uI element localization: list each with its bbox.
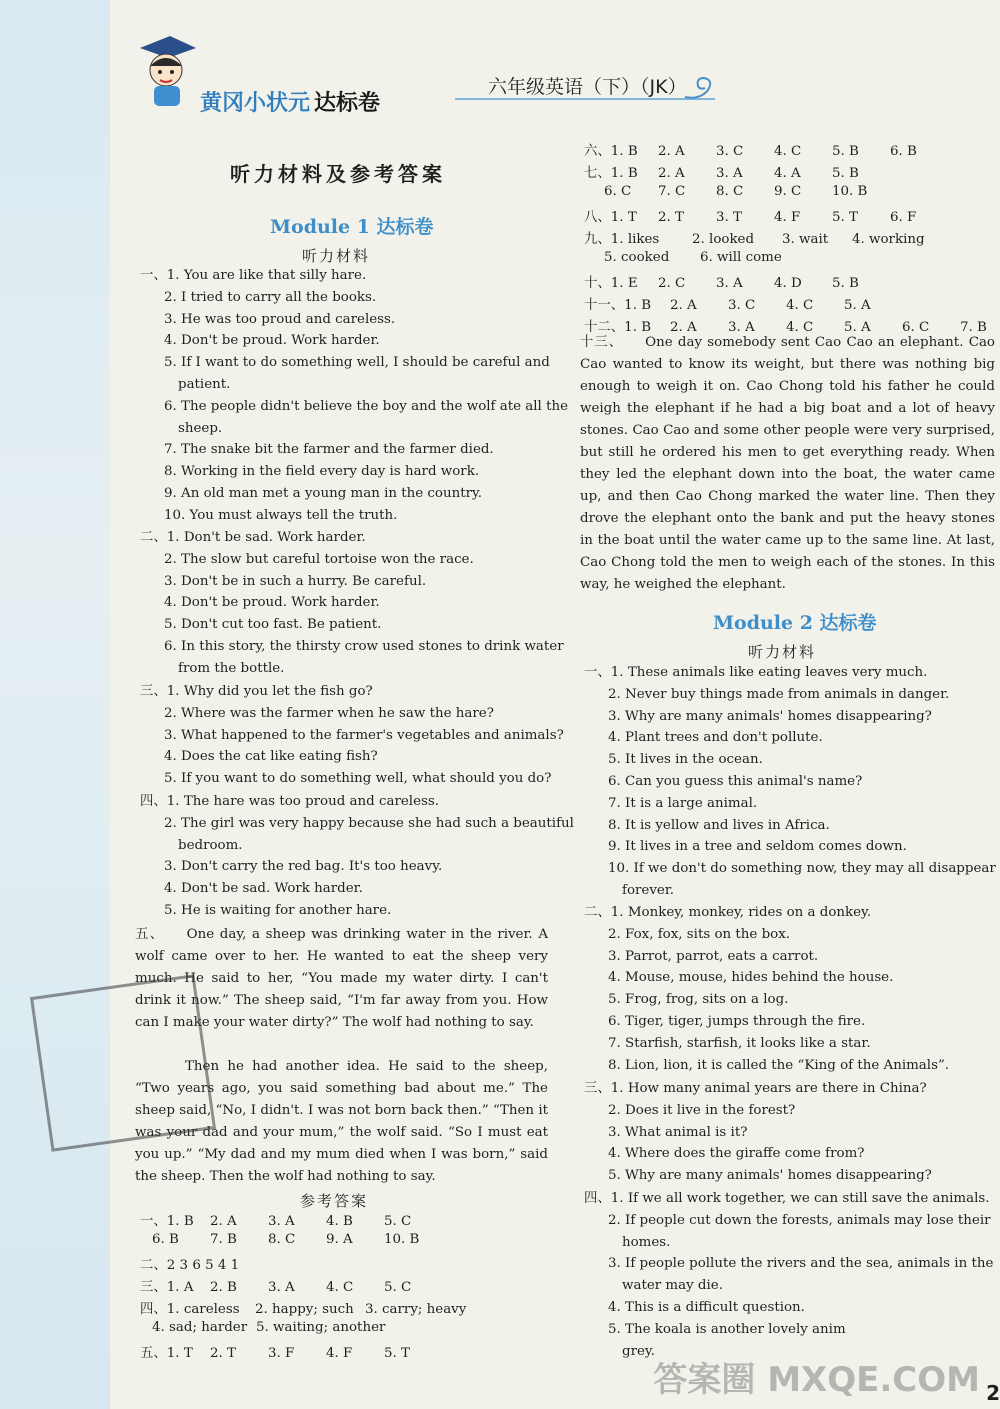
text-line: 一、1. These animals like eating leaves very much. bbox=[584, 665, 928, 680]
module2-listening-title: 听力材料 bbox=[748, 643, 817, 661]
page-title: 听力材料及参考答案 bbox=[230, 162, 446, 186]
answer-cell: 三、1. A bbox=[140, 1280, 194, 1295]
text-line: 7. The snake bit the farmer and the farmer died. bbox=[164, 442, 494, 458]
answer-row bbox=[584, 272, 890, 291]
answer-row bbox=[584, 316, 1000, 335]
answer-row bbox=[152, 1232, 442, 1247]
text-line: 4. Mouse, mouse, hides behind the house. bbox=[608, 970, 894, 986]
text-line: 3. Why are many animals' homes disappearing? bbox=[608, 708, 932, 724]
answer-cell: 2. looked bbox=[692, 232, 755, 247]
text-line: 5. Why are many animals' homes disappearing? bbox=[608, 1168, 932, 1184]
section-label: 十三、 bbox=[580, 335, 624, 350]
module1-section13 bbox=[580, 332, 995, 596]
text-line: 9. It lives in a tree and seldom comes down. bbox=[608, 839, 907, 855]
answer-cell: 3. C bbox=[716, 144, 744, 159]
brand-logo bbox=[200, 86, 380, 117]
answer-cell: 5. waiting; another bbox=[256, 1320, 386, 1335]
answer-cell: 6. B bbox=[152, 1232, 179, 1247]
answer-cell: 4. A bbox=[774, 166, 801, 181]
answer-row bbox=[584, 294, 902, 313]
answer-cell: 2. C bbox=[658, 276, 686, 291]
answer-cell: 4. sad; harder bbox=[152, 1320, 248, 1335]
answer-cell: 5. C bbox=[384, 1280, 412, 1295]
answer-cell: 6. will come bbox=[700, 250, 782, 265]
text-line: bedroom. bbox=[178, 837, 243, 853]
mascot-icon bbox=[130, 30, 200, 110]
answer-cell: 5. B bbox=[832, 144, 859, 159]
answer-cell: 十一、1. B bbox=[584, 298, 652, 313]
text-line: 5. Frog, frog, sits on a log. bbox=[608, 992, 789, 1008]
answer-cell: 4. C bbox=[774, 144, 802, 159]
text-line: 7. Starfish, starfish, it looks like a star. bbox=[608, 1035, 871, 1051]
text-line: 4. Does the cat like eating fish? bbox=[164, 749, 378, 765]
answer-cell: 3. carry; heavy bbox=[365, 1302, 467, 1317]
text-line: 二、1. Don't be sad. Work harder. bbox=[140, 530, 366, 545]
text-line: 9. An old man met a young man in the country. bbox=[164, 486, 483, 501]
text-line: 8. It is yellow and lives in Africa. bbox=[608, 817, 830, 833]
module2-title: Module 2 达标卷 bbox=[713, 612, 877, 634]
answer-cell: 2. T bbox=[658, 210, 684, 225]
answer-cell: 6. B bbox=[890, 144, 917, 159]
answer-cell: 3. T bbox=[716, 210, 742, 225]
text-line: 4. Don't be proud. Work harder. bbox=[164, 595, 380, 611]
text-line: 2. Fox, fox, sits on the box. bbox=[608, 926, 791, 942]
answer-cell: 十、1. E bbox=[584, 276, 638, 291]
story-paragraph-1: One day, a sheep was drinking water in the river. A wolf came over to her. He wanted to eat the sheep very much. He said to her, “You made my water dirty. I can't drink it now.” The sheep said, “I'm far away from you. How can I make your water dirty?” The wolf had nothing to say. bbox=[135, 927, 549, 1030]
text-line: forever. bbox=[622, 883, 675, 898]
module1-listening-title: 听力材料 bbox=[302, 247, 371, 265]
answer-cell: 2. T bbox=[210, 1346, 236, 1361]
text-line: 4. Don't be sad. Work harder. bbox=[164, 881, 363, 897]
text-line: 10. If we don't do something now, they may all disappear bbox=[608, 861, 996, 877]
header-divider bbox=[455, 98, 715, 100]
answer-cell: 3. A bbox=[268, 1280, 295, 1295]
text-line: 5. If you want to do something well, what should you do? bbox=[164, 771, 552, 787]
answer-cell: 六、1. B bbox=[584, 144, 638, 159]
text-line: 6. Tiger, tiger, jumps through the fire. bbox=[608, 1014, 866, 1029]
text-line: 2. Does it live in the forest? bbox=[608, 1102, 796, 1118]
answer-cell: 6. C bbox=[604, 184, 632, 199]
answer-cell: 7. B bbox=[960, 320, 987, 335]
answer-cell: 九、1. likes bbox=[584, 232, 660, 247]
answer-row bbox=[152, 1320, 396, 1335]
answer-cell: 2. A bbox=[670, 320, 697, 335]
answer-cell: 5. T bbox=[384, 1346, 410, 1361]
answer-cell: 5. A bbox=[844, 298, 871, 313]
answer-cell: 4. D bbox=[774, 276, 802, 291]
text-line: sheep. bbox=[178, 420, 223, 436]
text-line: 5. The koala is another lovely anim bbox=[608, 1321, 846, 1337]
text-line: 3. Don't carry the red bag. It's too heavy. bbox=[164, 859, 443, 875]
answer-cell: 4. F bbox=[326, 1346, 353, 1361]
answer-cell: 2. A bbox=[670, 298, 697, 313]
answer-cell: 5. B bbox=[832, 276, 859, 291]
answer-cell: 3. A bbox=[716, 166, 743, 181]
module1-answers-title: 参考答案 bbox=[300, 1192, 369, 1210]
answer-cell: 9. C bbox=[774, 184, 802, 199]
story-paragraph: One day somebody sent Cao Cao an elephant. Cao Cao wanted to know its weight, but there was nothing big enough to weigh it on. Cao Chong told his father he could weigh the elephant if he had a big boat and a lot of heavy stones. Cao Cao and some other people were very surprised, but still he ordered his men to get everything ready. When they led the elephant down into the boat, the water came up, and then Cao Chong marked the water line. Then they drove the elephant onto the bank and put the heavy stones in the boat until the water came up to the same line. At last, Cao Chong told the men to weigh each of the stones. In this way, he weighed the elephant. bbox=[580, 335, 995, 592]
answer-cell: 4. C bbox=[786, 320, 814, 335]
subject-label: 六年级英语（下）（JK） bbox=[488, 76, 687, 98]
text-line: 4. Plant trees and don't pollute. bbox=[608, 730, 823, 746]
text-line: 3. If people pollute the rivers and the sea, animals in the bbox=[608, 1256, 994, 1272]
text-line: 6. In this story, the thirsty crow used stones to drink water bbox=[164, 639, 564, 654]
text-line: 三、1. Why did you let the fish go? bbox=[140, 684, 373, 699]
answer-cell: 3. A bbox=[728, 320, 755, 335]
text-line: 4. This is a difficult question. bbox=[608, 1300, 805, 1315]
answer-cell: 2. B bbox=[210, 1280, 237, 1295]
answer-cell: 4. B bbox=[326, 1214, 353, 1229]
answer-cell: 5. B bbox=[832, 166, 859, 181]
answer-cell: 3. F bbox=[268, 1346, 295, 1361]
answer-cell: 7. B bbox=[210, 1232, 237, 1247]
text-line: 3. He was too proud and careless. bbox=[164, 311, 396, 327]
text-line: 8. Working in the field every day is hard work. bbox=[164, 464, 480, 480]
text-line: grey. bbox=[622, 1343, 655, 1359]
text-line: homes. bbox=[622, 1234, 671, 1250]
text-line: 2. The slow but careful tortoise won the race. bbox=[164, 551, 474, 567]
text-line: from the bottle. bbox=[178, 660, 285, 676]
answer-row bbox=[584, 140, 948, 159]
decorative-sidebar bbox=[0, 0, 110, 1409]
text-line: 5. It lives in the ocean. bbox=[608, 752, 763, 768]
answer-cell: 8. C bbox=[268, 1232, 296, 1247]
answer-cell: 5. C bbox=[384, 1214, 412, 1229]
text-line: 5. He is waiting for another hare. bbox=[164, 903, 392, 918]
answer-cell: 4. C bbox=[326, 1280, 354, 1295]
text-line: 一、1. You are like that silly hare. bbox=[140, 268, 367, 283]
text-line: 二、1. Monkey, monkey, rides on a donkey. bbox=[584, 905, 872, 920]
text-line: 5. Don't cut too fast. Be patient. bbox=[164, 617, 382, 633]
answer-cell: 四、1. careless bbox=[140, 1302, 240, 1317]
text-line: 2. Where was the farmer when he saw the hare? bbox=[164, 705, 494, 721]
text-line: 5. If I want to do something well, I should be careful and bbox=[164, 355, 550, 371]
answer-cell: 10. B bbox=[832, 184, 868, 199]
answer-cell: 6. C bbox=[902, 320, 930, 335]
text-line: 10. You must always tell the truth. bbox=[164, 507, 398, 523]
answer-cell: 6. F bbox=[890, 210, 917, 225]
answer-cell: 4. F bbox=[774, 210, 801, 225]
answer-cell: 5. A bbox=[844, 320, 871, 335]
section-label: 五、 bbox=[135, 927, 165, 942]
text-line: 6. Can you guess this animal's name? bbox=[608, 774, 863, 789]
answer-row bbox=[140, 1298, 485, 1317]
text-line: 2. Never buy things made from animals in danger. bbox=[608, 686, 950, 702]
text-line: 2. If people cut down the forests, animals may lose their bbox=[608, 1212, 991, 1228]
answer-cell: 2. A bbox=[658, 144, 685, 159]
answer-cell: 七、1. B bbox=[584, 166, 638, 181]
answer-cell: 5. cooked bbox=[604, 250, 670, 265]
answer-row bbox=[140, 1210, 442, 1229]
brand-name: 黄冈小状元 bbox=[200, 91, 311, 116]
answer-cell: 10. B bbox=[384, 1232, 420, 1247]
text-line: 6. The people didn't believe the boy and the wolf ate all the bbox=[164, 398, 569, 414]
answer-cell: 9. A bbox=[326, 1232, 353, 1247]
answer-cell: 7. C bbox=[658, 184, 686, 199]
answer-cell: 3. A bbox=[716, 276, 743, 291]
text-line: 2. I tried to carry all the books. bbox=[164, 289, 377, 305]
answer-cell: 五、1. T bbox=[140, 1346, 193, 1361]
text-line: 3. Parrot, parrot, eats a carrot. bbox=[608, 948, 819, 964]
text-line: 四、1. The hare was too proud and careless. bbox=[140, 794, 440, 809]
text-line: 四、1. If we all work together, we can still save the animals. bbox=[584, 1191, 990, 1206]
answer-cell: 5. T bbox=[832, 210, 858, 225]
stamp-mark bbox=[30, 974, 216, 1152]
answer-cell: 2. A bbox=[210, 1214, 237, 1229]
answer-row bbox=[584, 162, 890, 181]
swirl-icon bbox=[680, 72, 720, 102]
text-line: patient. bbox=[178, 377, 231, 392]
answer-cell: 3. wait bbox=[782, 232, 829, 247]
answer-cell: 4. C bbox=[786, 298, 814, 313]
page-header bbox=[0, 0, 1000, 130]
module1-section5-p2: Then he had another idea. He said to the sheep, “Two years ago, you said something bad about me.” The sheep said, “No, I didn't. I was not born back then.” “Then it was your dad and your mum,” the wolf said. “So I must eat you up.” “My dad and my mum died when I was born,” said the sheep. Then the wolf had nothing to say. bbox=[135, 1059, 548, 1184]
answer-cell: 3. C bbox=[728, 298, 756, 313]
text-line: water may die. bbox=[622, 1278, 723, 1294]
text-line: 4. Where does the giraffe come from? bbox=[608, 1146, 865, 1162]
page-number: 2 bbox=[986, 1381, 1000, 1405]
text-line: 三、1. How many animal years are there in China? bbox=[584, 1081, 927, 1096]
text-line: 3. What animal is it? bbox=[608, 1124, 748, 1140]
answer-row bbox=[584, 206, 948, 225]
text-line: 8. Lion, lion, it is called the “King of the Animals”. bbox=[608, 1057, 950, 1073]
answer-row bbox=[584, 228, 942, 247]
answer-row bbox=[140, 1342, 442, 1361]
answer-cell: 8. C bbox=[716, 184, 744, 199]
answer-row bbox=[604, 250, 800, 265]
module1-title: Module 1 达标卷 bbox=[270, 216, 434, 238]
brand-suffix: 达标卷 bbox=[314, 91, 381, 116]
answer-cell: 八、1. T bbox=[584, 210, 637, 225]
answer-row bbox=[604, 184, 890, 199]
text-line: 3. Don't be in such a hurry. Be careful. bbox=[164, 573, 427, 589]
answer-cell: 2. happy; such bbox=[255, 1302, 354, 1317]
text-line: 7. It is a large animal. bbox=[608, 795, 758, 811]
text-line: 3. What happened to the farmer's vegetables and animals? bbox=[164, 727, 564, 743]
text-line: 2. The girl was very happy because she had such a beautiful bbox=[164, 815, 574, 831]
answer-row: 二、2 3 6 5 4 1 bbox=[140, 1258, 240, 1273]
answer-cell: 2. A bbox=[658, 166, 685, 181]
answer-cell: 一、1. B bbox=[140, 1214, 194, 1229]
text-line: 4. Don't be proud. Work harder. bbox=[164, 333, 380, 349]
site-watermark: 答案圈 MXQE.COM bbox=[653, 1360, 980, 1400]
answer-cell: 4. working bbox=[852, 232, 925, 247]
answer-cell: 十二、1. B bbox=[584, 320, 652, 335]
answer-row bbox=[140, 1276, 442, 1295]
answer-cell: 3. A bbox=[268, 1214, 295, 1229]
